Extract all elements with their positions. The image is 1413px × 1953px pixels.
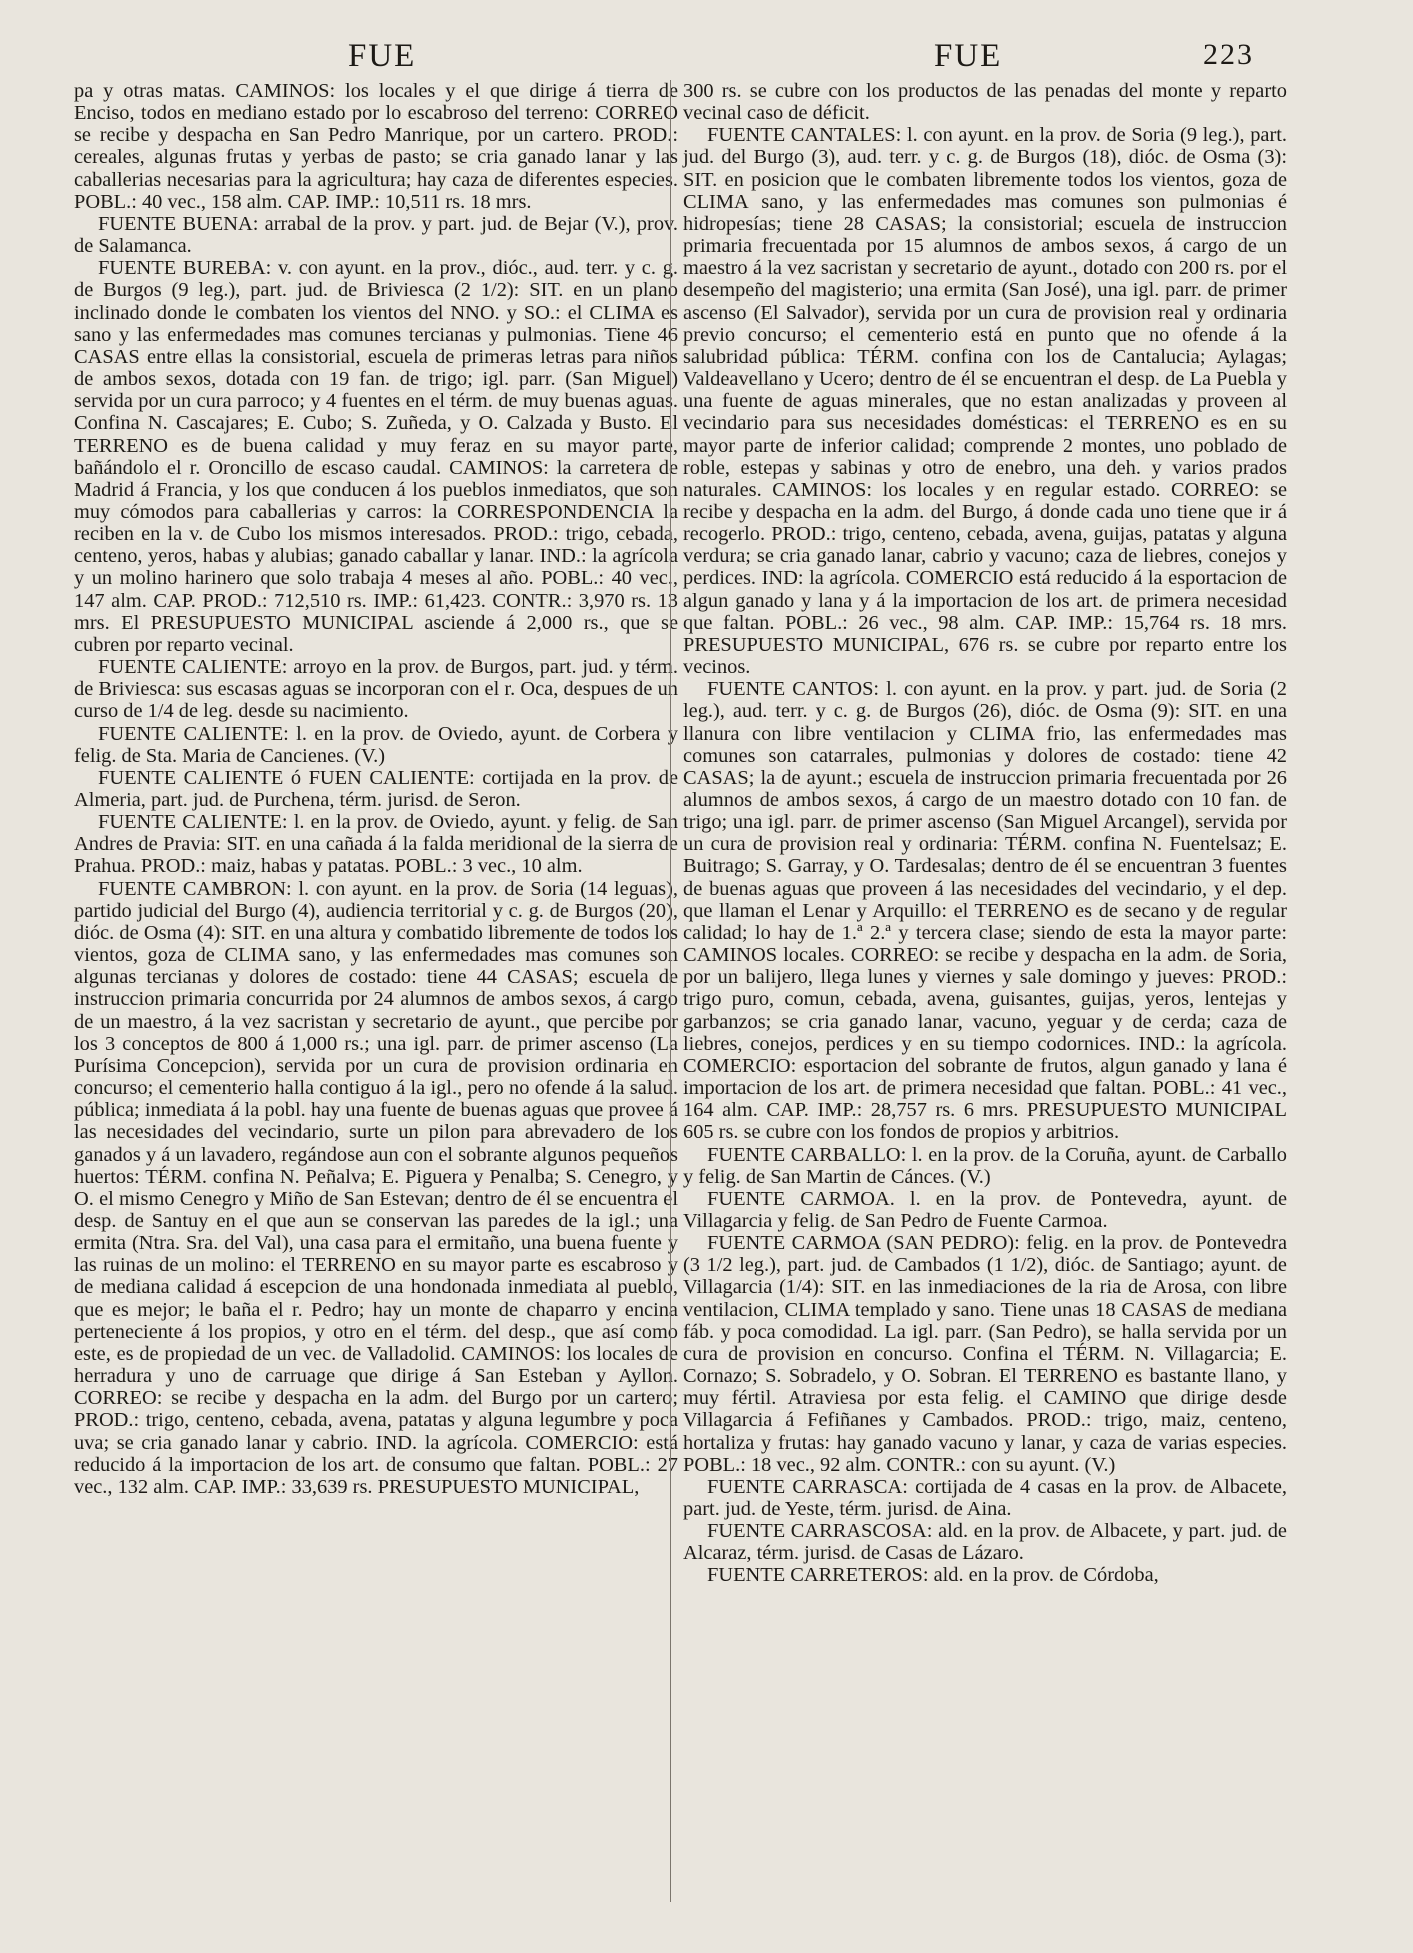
entry-paragraph: FUENTE CARMOA (SAN PEDRO): felig. en la prov. de Pontevedra (3 1/2 leg.), part. jud. de Cambados (1 1/2), dióc. de Santiago; ayunt. de Villagarcia (1/4): SIT. en las inmediaciones de la ria de Arosa, con libre ventilacion, CLIMA templado y sano. Tiene unas 18 CASAS de mediana fáb. y poca comodidad. La igl. parr. (San Pedro), se halla servida por un cura de provision en concurso. Confina el TÉRM. N. Villagarcia; E. Cornazo; S. Sobradelo, y O. Sobran. El TERRENO es bastante llano, y muy fértil. Atraviesa por esta felig. el CAMINO que dirige desde Villagarcia á Fefiñanes y Cambados. PROD.: trigo, maiz, centeno, hortaliza y frutas: hay ganado vacuno y lanar, y caza de varias especies. POBL.: 18 vec., 92 alm. CONTR.: con su ayunt. (V.) — [683, 1232, 1287, 1476]
entry-paragraph: FUENTE BUENA: arrabal de la prov. y part. jud. de Bejar (V.), prov. de Salamanca. — [74, 212, 678, 258]
page-number: 223 — [1203, 38, 1254, 71]
entry-paragraph: FUENTE CARMOA. l. en la prov. de Pontevedra, ayunt. de Villagarcia y felig. de San Pedro de Fuente Carmoa. — [683, 1187, 1287, 1232]
left-column — [74, 80, 678, 1498]
entry-paragraph: FUENTE CARRASCA: cortijada de 4 casas en la prov. de Albacete, part. jud. de Yeste, térm. jurisd. de Aina. — [683, 1475, 1287, 1520]
entry-paragraph: FUENTE CARBALLO: l. en la prov. de la Coruña, ayunt. de Carballo y felig. de San Martin de Cánces. (V.) — [683, 1143, 1287, 1188]
entry-paragraph: FUENTE CAMBRON: l. con ayunt. en la prov. de Soria (14 leguas), partido judicial del Burgo (4), audiencia territorial y c. g. de Burgos (20), dióc. de Osma (4): SIT. en una altura y combatido libremente de todos los vientos, goza de CLIMA sano, y las enfermedades mas comunes son algunas tercianas y dolores de costado: tiene 44 CASAS; escuela de instruccion primaria concurrida por 24 alumnos de ambos sexos, á cargo de un maestro, á la vez sacristan y secretario de ayunt., que percibe por los 3 conceptos de 800 á 1,000 rs.; una igl. parr. de primer ascenso (La Purísima Concepcion), servida por un cura de provision ordinaria en concurso; el cementerio halla contiguo á la igl., pero no ofende á la salud. pública; inmediata á la pobl. hay una fuente de buenas aguas que provee á las necesidades del vecindario, surte un pilon para abrevadero de los ganados y á un lavadero, regándose aun con el sobrante algunos pequeños huertos: TÉRM. confina N. Peñalva; E. Piguera y Penalba; S. Cenegro, y O. el mismo Cenegro y Miño de San Estevan; dentro de él se encuentra el desp. de Santuy en el que aun se conservan las paredes de la igl.; una ermita (Ntra. Sra. del Val), una casa para el ermitaño, una buena fuente y las ruinas de un molino: el TERRENO en su mayor parte es escabroso y de mediana calidad á escepcion de una hondonada inmediata al pueblo, que es mejor; le baña el r. Pedro; hay un monte de chaparro y encina perteneciente á los propios, y otro en el térm. del desp., que así como este, es de propiedad de un vec. de Valladolid. CAMINOS: los locales de herradura y uno de carruage que dirige á San Esteban y Ayllon. CORREO: se recibe y despacha en la adm. del Burgo por un cartero; PROD.: trigo, centeno, cebada, avena, patatas y alguna legumbre y poca uva; se cria ganado lanar y cabrio. IND. la agrícola. COMERCIO: está reducido á la importacion de los art. de consumo que faltan. POBL.: 27 vec., 132 alm. CAP. IMP.: 33,639 rs. PRESUPUESTO MUNICIPAL, — [74, 877, 678, 1498]
entry-paragraph: FUENTE CANTOS: l. con ayunt. en la prov. y part. jud. de Soria (2 leg.), aud. terr. y c. g. de Burgos (26), dióc. de Osma (9): SIT. en una llanura con libre ventilacion y CLIMA frio, las enfermedades mas comunes son catarrales, pulmonias y dolores de costado: tiene 42 CASAS; la de ayunt.; escuela de instruccion primaria frecuentada por 26 alumnos de ambos sexos, á cargo de un maestro dotado con 10 fan. de trigo; una igl. parr. de primer ascenso (San Miguel Arcangel), servida por un cura de provision real y ordinaria: TÉRM. confina N. Fuentelsaz; E. Buitrago; S. Garray, y O. Tardesalas; dentro de él se encuentran 3 fuentes de buenas aguas que proveen á las necesidades del vecindario, y el dep. que llaman el Lenar y Arquillo: el TERRENO es de secano y de regular calidad; lo hay de 1.ª 2.ª y tercera clase; siendo de esta la mayor parte: CAMINOS locales. CORREO: se recibe y despacha en la adm. de Soria, por un balijero, llega lunes y viernes y sale domingo y jueves: PROD.: trigo puro, comun, cebada, avena, guisantes, guijas, yeros, lentejas y garbanzos; se cria ganado lanar, vacuno, yeguar y de cerda; caza de liebres, conejos, perdices y en su tiempo codornices. IND.: la agrícola. COMERCIO: esportacion del sobrante de frutos, algun ganado y lana é importacion de los art. de primera necesidad que faltan. POBL.: 41 vec., 164 alm. CAP. IMP.: 28,757 rs. 6 mrs. PRESUPUESTO MUNICIPAL 605 rs. se cubre con los fondos de propios y arbitrios. — [683, 678, 1287, 1144]
entry-paragraph: FUENTE CALIENTE: l. en la prov. de Oviedo, ayunt. de Corbera y felig. de Sta. Maria de Cancienes. (V.) — [74, 722, 678, 767]
entry-paragraph: FUENTE CARRETEROS: ald. en la prov. de Córdoba, — [707, 1564, 1159, 1587]
entry-paragraph: FUENTE BUREBA: v. con ayunt. en la prov., dióc., aud. terr. y c. g. de Burgos (9 leg.), part. jud. de Briviesca (2 1/2): SIT. en un plano inclinado donde le combaten los vientos del NNO. y SO.: el CLIMA es sano y las enfermedades mas comunes tercianas y pulmonias. Tiene 46 CASAS entre ellas la consistorial, escuela de primeras letras para niños de ambos sexos, dotada con 19 fan. de trigo; igl. parr. (San Miguel) servida por un cura parroco; y 4 fuentes en el térm. de muy buenas aguas. Confina N. Cascajares; E. Cubo; S. Zuñeda, y O. Calzada y Busto. El TERRENO es de buena calidad y muy feraz en su mayor parte, bañándolo el r. Oroncillo de escaso caudal. CAMINOS: la carretera de Madrid á Francia, y los que conducen á los pueblos inmediatos, que son muy cómodos para caballerias y carros: la CORRESPONDENCIA la reciben en la v. de Cubo los mismos interesados. PROD.: trigo, cebada, centeno, yeros, habas y alubias; ganado caballar y lanar. IND.: la agrícola y un molino harinero que solo trabaja 4 meses al año. POBL.: 40 vec., 147 alm. CAP. PROD.: 712,510 rs. IMP.: 61,423. CONTR.: 3,970 rs. 13 mrs. El PRESUPUESTO MUNICIPAL asciende á 2,000 rs., que se cubren por reparto vecinal. — [74, 257, 678, 656]
entry-paragraph: FUENTE CALIENTE: arroyo en la prov. de Burgos, part. jud. y térm. de Briviesca: sus escasas aguas se incorporan con el r. Oca, despues de un curso de 1/4 de leg. desde su nacimiento. — [74, 656, 678, 723]
running-head-right: FUE — [934, 38, 1003, 74]
entry-paragraph: FUENTE CALIENTE ó FUEN CALIENTE: cortijada en la prov. de Almeria, part. jud. de Purchena, térm. jurisd. de Seron. — [74, 766, 678, 811]
entry-paragraph: pa y otras matas. CAMINOS: los locales y el que dirige á tierra de Enciso, todos en mediano estado por lo escabroso del terreno: CORREO se recibe y despacha en San Pedro Manrique, por un cartero. PROD.: cereales, algunas frutas y yerbas de pasto; se cria ganado lanar y las caballerias necesarias para la agricultura; hay caza de diferentes especies. POBL.: 40 vec., 158 alm. CAP. IMP.: 10,511 rs. 18 mrs. — [74, 80, 678, 213]
entry-paragraph: FUENTE CALIENTE: l. en la prov. de Oviedo, ayunt. y felig. de San Andres de Pravia: SIT. en una cañada á la falda meridional de la sierra de Prahua. PROD.: maiz, habas y patatas. POBL.: 3 vec., 10 alm. — [74, 811, 678, 878]
column-rule — [670, 80, 671, 1902]
entry-paragraph: 300 rs. se cubre con los productos de las penadas del monte y reparto vecinal caso de déficit. — [683, 80, 1287, 125]
right-column — [683, 80, 1287, 1587]
entry-paragraph: FUENTE CANTALES: l. con ayunt. en la prov. de Soria (9 leg.), part. jud. del Burgo (3), aud. terr. y c. g. de Burgos (18), dióc. de Osma (3): SIT. en posicion que le combaten libremente todos los vientos, goza de CLIMA sano, y las enfermedades mas comunes son pulmonias é hidropesías; tiene 28 CASAS; la consistorial; escuela de instruccion primaria frecuentada por 15 alumnos de ambos sexos, á cargo de un maestro á la vez sacristan y secretario de ayunt., dotado con 200 rs. por el desempeño del magisterio; una ermita (San José), una igl. parr. de primer ascenso (El Salvador), servida por un cura de provision real y ordinaria previo concurso; el cementerio está en punto que no ofende á la salubridad pública: TÉRM. confina con los de Cantalucia; Aylagas; Valdeavellano y Ucero; dentro de él se encuentran el desp. de La Puebla y una fuente de aguas minerales, que no estan analizadas y proveen al vecindario para sus necesidades domésticas: el TERRENO es en su mayor parte de inferior calidad; comprende 2 montes, uno poblado de roble, estepas y sabinas y otro de enebro, una deh. y varios prados naturales. CAMINOS: los locales y en regular estado. CORREO: se recibe y despacha en la adm. del Burgo, á donde cada uno tiene que ir á recogerlo. PROD.: trigo, centeno, cebada, avena, guijas, patatas y alguna verdura; se cria ganado lanar, cabrio y vacuno; caza de liebres, conejos y perdices. IND: la agrícola. COMERCIO está reducido á la esportacion de algun ganado y lana y á la importacion de los art. de primera necesidad que faltan. POBL.: 26 vec., 98 alm. CAP. IMP.: 15,764 rs. 18 mrs. PRESUPUESTO MUNICIPAL, 676 rs. se cubre por reparto entre los vecinos. — [683, 124, 1287, 679]
entry-paragraph: FUENTE CARRASCOSA: ald. en la prov. de Albacete, y part. jud. de Alcaraz, térm. jurisd. de Casas de Lázaro. — [683, 1520, 1287, 1565]
running-head-left: FUE — [348, 38, 417, 74]
